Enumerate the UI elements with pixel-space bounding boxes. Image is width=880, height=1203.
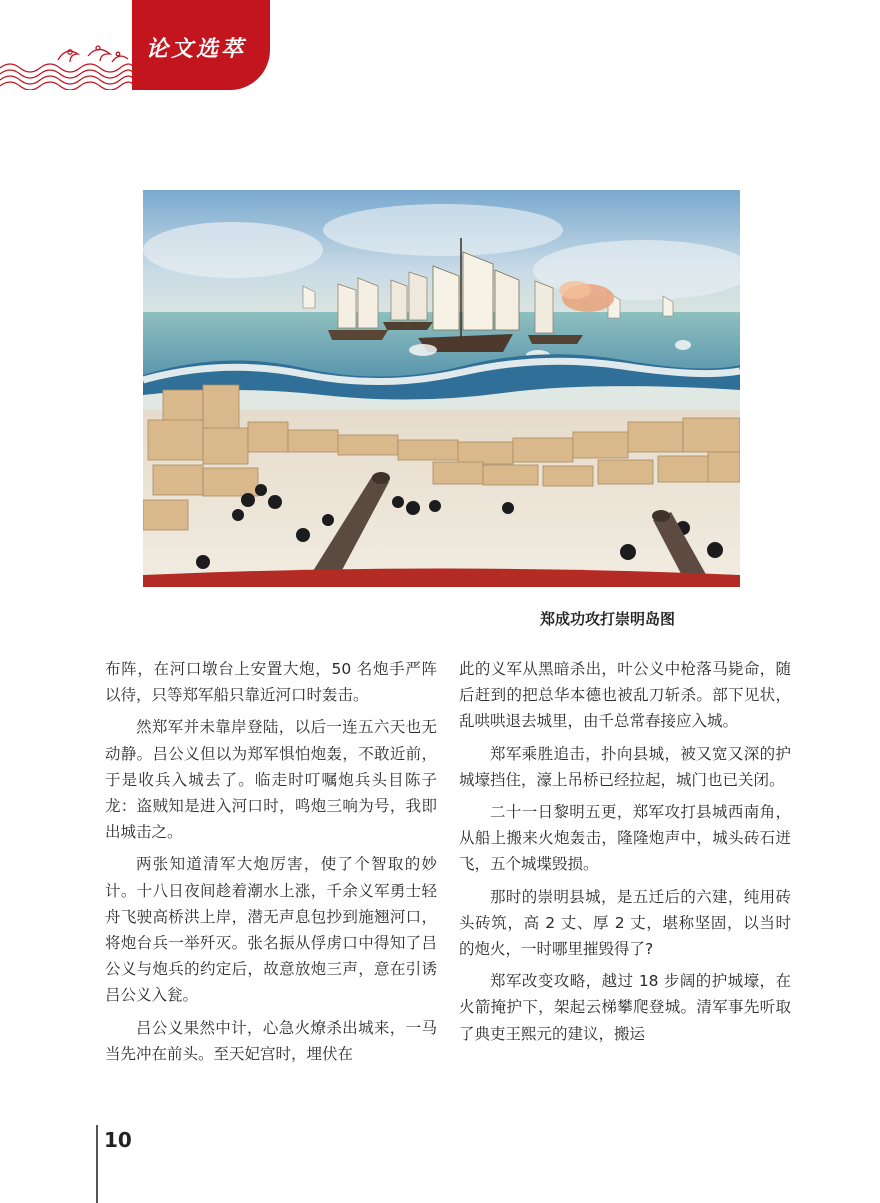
paragraph: 布阵，在河口墩台上安置大炮，50 名炮手严阵以待，只等郑军船只靠近河口时轰击。 xyxy=(105,660,437,705)
article-left-column xyxy=(105,656,437,1073)
paragraph: 郑军改变攻略，越过 18 步阔的护城壕，在火箭掩护下，架起云梯攀爬登城。清军事先听取了典吏王熙元的建议，搬运 xyxy=(459,972,791,1043)
paragraph: 此的义军从黑暗杀出，叶公义中枪落马毙命，随后赶到的把总华本德也被乱刀斩杀。部下见状，乱哄哄退去城里，由千总常春接应入城。 xyxy=(459,660,791,731)
page-header xyxy=(0,0,880,95)
paragraph: 然郑军并未靠岸登陆，以后一连五六天也无动静。吕公义但以为郑军惧怕炮轰，不敢近前，于是收兵入城去了。临走时叮嘱炮兵头目陈子龙：盗贼知是进入河口时，鸣炮三响为号，我即出城击之。 xyxy=(105,718,437,842)
article-right-column xyxy=(459,656,791,1053)
paragraph: 吕公义果然中计，心急火燎杀出城来，一马当先冲在前头。至天妃宫时，埋伏在 xyxy=(105,1018,437,1063)
painting-ships-attacking-fortress xyxy=(143,190,740,587)
paragraph: 两张知道清军大炮厉害，使了个智取的妙计。十八日夜间趁着潮水上涨，千余义军勇士轻舟飞驶高桥洪上岸，潜无声息包抄到施翘河口，将炮台兵一举歼灭。张名振从俘虏口中得知了吕公义与炮兵的约定后，故意放炮三声，意在引诱吕公义入瓮。 xyxy=(105,855,437,1005)
section-title: 论文选萃 xyxy=(146,36,247,62)
page-number: 10 xyxy=(104,1128,132,1152)
paragraph: 郑军乘胜追击，扑向县城，被又宽又深的护城壕挡住，濠上吊桥已经拉起，城门也已关闭。 xyxy=(459,744,791,789)
figure-caption: 郑成功攻打崇明岛图 xyxy=(540,610,676,628)
paragraph: 那时的崇明县城，是五迁后的六建，纯用砖头砖筑，高 2 丈、厚 2 丈，堪称坚固，以当时的炮火，一时哪里摧毁得了? xyxy=(459,887,791,959)
page-number-rule xyxy=(96,1125,98,1203)
wave-ornament-icon xyxy=(0,38,134,90)
paragraph: 二十一日黎明五更，郑军攻打县城西南角，从船上搬来火炮轰击，隆隆炮声中，城头砖石迸飞，五个城堞毁损。 xyxy=(459,803,791,874)
